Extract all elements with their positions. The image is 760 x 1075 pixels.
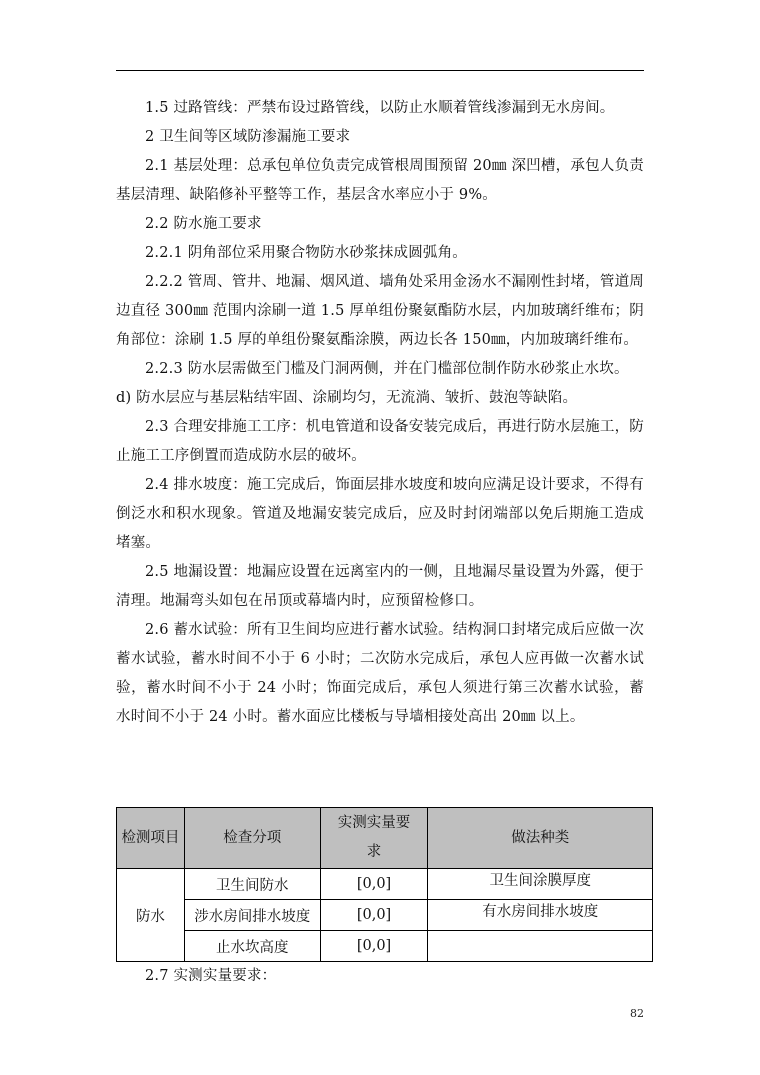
table-cell: 止水坎高度 [184, 931, 320, 962]
table-cell: 卫生间防水 [184, 869, 320, 900]
header-rule [116, 70, 644, 71]
subsection-heading: 2.7 实测实量要求： [145, 968, 277, 984]
table-cell: 卫生间涂膜厚度 [428, 869, 653, 900]
paragraph: 2.1 基层处理：总承包单位负责完成管根周围预留 20㎜ 深凹槽，承包人负责基层清理、缺陷修补平整等工作，基层含水率应小于 9%。 [116, 158, 644, 203]
paragraph: d) 防水层应与基层粘结牢固、涂刷均匀，无流淌、皱折、鼓泡等缺陷。 [116, 390, 578, 406]
paragraph: 2.5 地漏设置：地漏应设置在远离室内的一侧，且地漏尽量设置为外露，便于清理。地漏弯头如包在吊顶或幕墙内时，应预留检修口。 [116, 564, 644, 609]
header-cell: 检测项目 [117, 808, 185, 869]
table-header-row [117, 808, 653, 869]
paragraph: 2.3 合理安排施工工序：机电管道和设备安装完成后，再进行防水层施工，防止施工工序倒置而造成防水层的破坏。 [116, 419, 644, 464]
table-row [117, 869, 653, 900]
section-heading: 2 卫生间等区域防渗漏施工要求 [145, 129, 351, 145]
table-cell: [0,0] [320, 900, 428, 931]
paragraph: 2.2.3 防水层需做至门槛及门洞两侧，并在门槛部位制作防水砂浆止水坎。 [145, 361, 629, 377]
table-cell: [0,0] [320, 931, 428, 962]
inspection-table [116, 807, 653, 962]
table-row [117, 931, 653, 962]
table-row [117, 900, 653, 931]
subsection-heading: 2.2 防水施工要求 [145, 216, 262, 232]
body-text [116, 94, 644, 732]
header-cell: 检查分项 [184, 808, 320, 869]
table-cell: [0,0] [320, 869, 428, 900]
page-number: 82 [630, 1007, 644, 1020]
after-table-text [116, 962, 644, 991]
paragraph: 2.6 蓄水试验：所有卫生间均应进行蓄水试验。结构洞口封堵完成后应做一次蓄水试验，蓄水时间不小于 6 小时；二次防水完成后，承包人应再做一次蓄水试验，蓄水时间不小于 24 小时；饰面完成后，承包人须进行第三次蓄水试验，蓄水时间不小于 24 小时。蓄水面应比楼板与导墙相接处高出 20㎜ 以上。 [116, 622, 644, 725]
table-cell [428, 931, 653, 962]
paragraph: 2.4 排水坡度：施工完成后，饰面层排水坡度和坡向应满足设计要求，不得有倒泛水和积水现象。管道及地漏安装完成后，应及时封闭端部以免后期施工造成堵塞。 [116, 477, 644, 551]
paragraph: 1.5 过路管线：严禁布设过路管线，以防止水顺着管线渗漏到无水房间。 [145, 100, 615, 116]
table-cell: 涉水房间排水坡度 [184, 900, 320, 931]
paragraph: 2.2.2 管周、管井、地漏、烟风道、墙角处采用金汤水不漏刚性封堵，管道周边直径 300㎜ 范围内涂刷一道 1.5 厚单组份聚氨酯防水层，内加玻璃纤维布；阴角部位：涂刷 1.5 厚的单组份聚氨酯涂膜，两边长各 150㎜，内加玻璃纤维布。 [116, 274, 644, 348]
header-cell: 实测实量要求 [320, 808, 428, 869]
group-cell: 防水 [117, 869, 185, 962]
paragraph: 2.2.1 阴角部位采用聚合物防水砂浆抹成圆弧角。 [145, 245, 468, 261]
header-cell: 做法种类 [428, 808, 653, 869]
table-cell: 有水房间排水坡度 [428, 900, 653, 931]
